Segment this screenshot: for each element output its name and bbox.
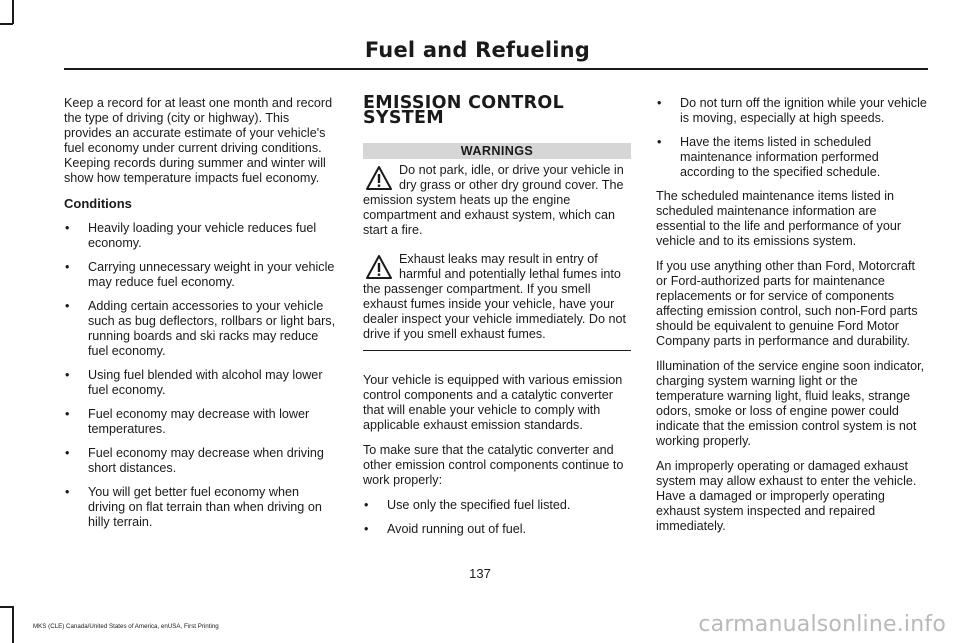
footer-print-info: MKS (CLE) Canada/United States of America, enUSA, First Printing	[33, 623, 219, 630]
list-item: • Carrying unnecessary weight in your vehicle may reduce fuel economy.	[65, 260, 335, 289]
list-item: • Using fuel blended with alcohol may lower fuel economy.	[65, 368, 323, 397]
conditions-heading: Conditions	[64, 196, 132, 211]
bullet-glyph: •	[65, 407, 70, 421]
intro-paragraph: Keep a record for at least one month and record the type of driving (city or highway). This provides an accurate estimate of your vehicle's fuel economy under current driving conditions. Keeping records during summer and winter will show how temperature impacts fuel economy.	[64, 96, 333, 185]
bullet-glyph: •	[657, 135, 662, 149]
conditions-list	[64, 221, 337, 530]
warnings-end-rule	[363, 350, 631, 351]
warning-block	[363, 252, 631, 342]
bullet-glyph: •	[65, 368, 70, 382]
page-number: 137	[469, 566, 491, 581]
bullet-glyph: •	[65, 299, 70, 313]
watermark: carmanualsonline.info	[698, 612, 946, 637]
bullet-glyph: •	[65, 446, 70, 460]
bullet-glyph: •	[657, 96, 662, 110]
bullet-glyph: •	[65, 485, 70, 499]
bullet-glyph: •	[364, 498, 369, 512]
warnings-header: WARNINGS	[363, 143, 631, 159]
list-item: • Have the items listed in scheduled maintenance information performed according to the specified schedule.	[657, 135, 881, 179]
bullet-glyph: •	[65, 260, 70, 274]
body-paragraph: The scheduled maintenance items listed in scheduled maintenance information are essential to the life and performance of your vehicle and to its emissions system.	[656, 189, 902, 248]
list-item: • Heavily loading your vehicle reduces fuel economy.	[65, 221, 317, 250]
warning-block	[363, 163, 631, 238]
list-item: • Adding certain accessories to your vehicle such as bug deflectors, rollbars or light bars, running boards and ski racks may reduce fuel economy.	[65, 299, 336, 358]
crop-mark-top-left-horizontal	[0, 23, 13, 25]
list-item: • Fuel economy may decrease with lower temperatures.	[65, 407, 310, 436]
bullet-glyph: •	[364, 522, 369, 536]
body-paragraph: If you use anything other than Ford, Motorcraft or Ford-authorized parts for maintenance replacements or for service of components affecting emission control, such non-Ford parts should be equivalent to genuine Ford Motor Company parts in performance and durability.	[656, 259, 918, 348]
list-item: • Fuel economy may decrease when driving short distances.	[65, 446, 324, 475]
warning-triangle-icon	[365, 165, 393, 191]
column-left	[64, 96, 337, 539]
body-paragraph: To make sure that the catalytic converter and other emission control components continue to work properly:	[363, 443, 624, 487]
page-title: Fuel and Refueling	[364, 38, 590, 62]
crop-mark-top-left-vertical	[12, 0, 14, 24]
requirements-list-continued	[656, 96, 928, 180]
warning-text: Do not park, idle, or drive your vehicle in dry grass or other dry ground cover. The emission system heats up the engine compartment and exhaust system, which can start a fire.	[363, 163, 624, 237]
column-middle	[363, 93, 631, 546]
crop-mark-bottom-left-horizontal	[0, 606, 13, 608]
section-title: EMISSION CONTROL SYSTEM	[363, 93, 565, 128]
list-item: • Avoid running out of fuel.	[364, 522, 527, 536]
header-divider	[64, 68, 928, 70]
list-item: • You will get better fuel economy when driving on flat terrain than when driving on hilly terrain.	[65, 485, 322, 529]
warning-triangle-icon	[365, 254, 393, 280]
body-paragraph: Illumination of the service engine soon indicator, charging system warning light or the temperature warning light, fluid leaks, strange odors, smoke or loss of engine power could indicate that the emission control system is not working properly.	[656, 359, 925, 448]
requirements-list	[363, 498, 631, 537]
warning-text: Exhaust leaks may result in entry of harmful and potentially lethal fumes into the passenger compartment. If you smell exhaust fumes inside your vehicle, have your dealer inspect your vehicle immediately. Do not drive if you smell exhaust fumes.	[363, 252, 626, 341]
list-item: • Do not turn off the ignition while your vehicle is moving, especially at high speeds.	[657, 96, 927, 125]
list-item: • Use only the specified fuel listed.	[364, 498, 571, 512]
bullet-glyph: •	[65, 221, 70, 235]
body-paragraph: Your vehicle is equipped with various emission control components and a catalytic converter that will enable your vehicle to comply with applicable exhaust emission standards.	[363, 373, 623, 432]
crop-mark-bottom-left-vertical	[12, 606, 14, 643]
column-right	[656, 96, 928, 544]
body-paragraph: An improperly operating or damaged exhaust system may allow exhaust to enter the vehicle. Have a damaged or improperly operating exhaust system inspected and repaired immediately.	[656, 459, 917, 533]
